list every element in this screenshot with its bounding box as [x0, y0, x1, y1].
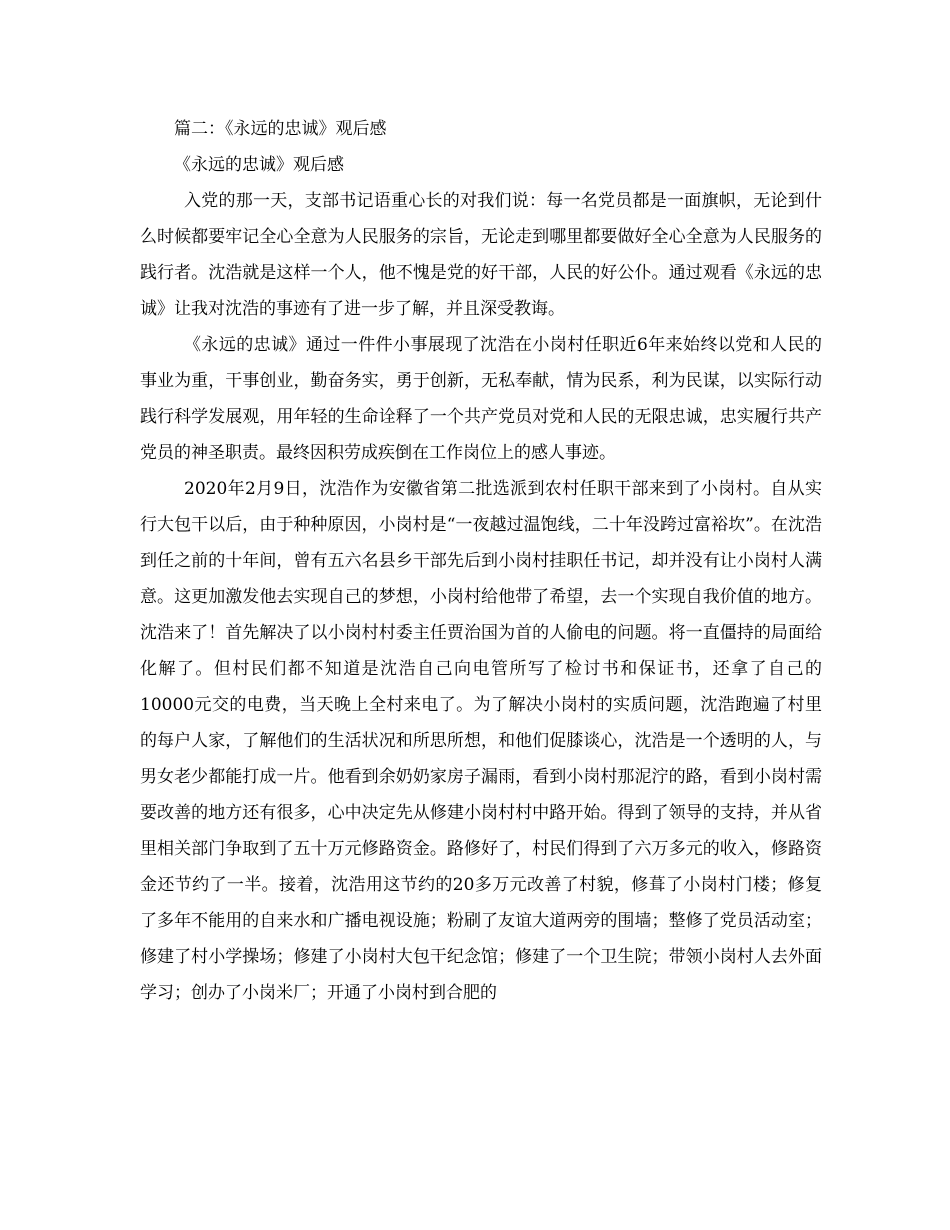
- article-title: 《永远的忠诚》观后感: [174, 155, 344, 175]
- paragraph-story: 2020年2月9日，沈浩作为安徽省第二批选派到农村任职干部来到了小岗村。自从实行大包干以后，由于种种原因，小岗村是“一夜越过温饱线，二十年没跨过富裕坎”。在沈浩到任之前的十年间，曾有五六名县乡干部先后到小岗村挂职任书记，却并没有让小岗村人满意。这更加激发他去实现自己的梦想，小岗村给他带了希望，去一个实现自我价值的地方。沈浩来了！首先解决了以小岗村村委主任贾治国为首的人偷电的问题。将一直僵持的局面给化解了。但村民们都不知道是沈浩自己向电管所写了检讨书和保证书，还拿了自己的10000元交的电费，当天晚上全村来电了。为了解决小岗村的实质问题，沈浩跑遍了村里的每户人家，了解他们的生活状况和所思所想，和他们促膝谈心，沈浩是一个透明的人，与男女老少都能打成一片。他看到余奶奶家房子漏雨，看到小岗村那泥泞的路，看到小岗村需要改善的地方还有很多，心中决定先从修建小岗村村中路开始。得到了领导的支持，并从省里相关部门争取到了五十万元修路资金。路修好了，村民们得到了六万多元的收入，修路资金还节约了一半。接着，沈浩用这节约的20多万元改善了村貌，修葺了小岗村门楼；修复了多年不能用的自来水和广播电视设施；粉刷了友谊大道两旁的围墙；整修了党员活动室；修建了村小学操场；修建了小岗村大包干纪念馆；修建了一个卫生院；带领小岗村人去外面学习；创办了小岗米厂；开通了小岗村到合肥的: [140, 479, 822, 1003]
- paragraph-intro: 入党的那一天，支部书记语重心长的对我们说：每一名党员都是一面旗帜，无论到什么时候都要牢记全心全意为人民服务的宗旨，无论走到哪里都要做好全心全意为人民服务的践行者。沈浩就是这样一个人，他不愧是党的好干部，人民的好公仆。通过观看《永远的忠诚》让我对沈浩的事迹有了进一步了解，并且深受教诲。: [140, 191, 822, 319]
- document-body: [140, 111, 822, 1011]
- paragraph-summary: 《永远的忠诚》通过一件件小事展现了沈浩在小岗村任职近6年来始终以党和人民的事业为重，干事创业，勤奋务实，勇于创新，无私奉献，情为民系，利为民谋，以实际行动践行科学发展观，用年轻的生命诠释了一个共产党员对党和人民的无限忠诚，忠实履行共产党员的神圣职责。最终因积劳成疾倒在工作岗位上的感人事迹。: [140, 335, 822, 463]
- section-title: 篇二：《永远的忠诚》观后感: [174, 119, 387, 139]
